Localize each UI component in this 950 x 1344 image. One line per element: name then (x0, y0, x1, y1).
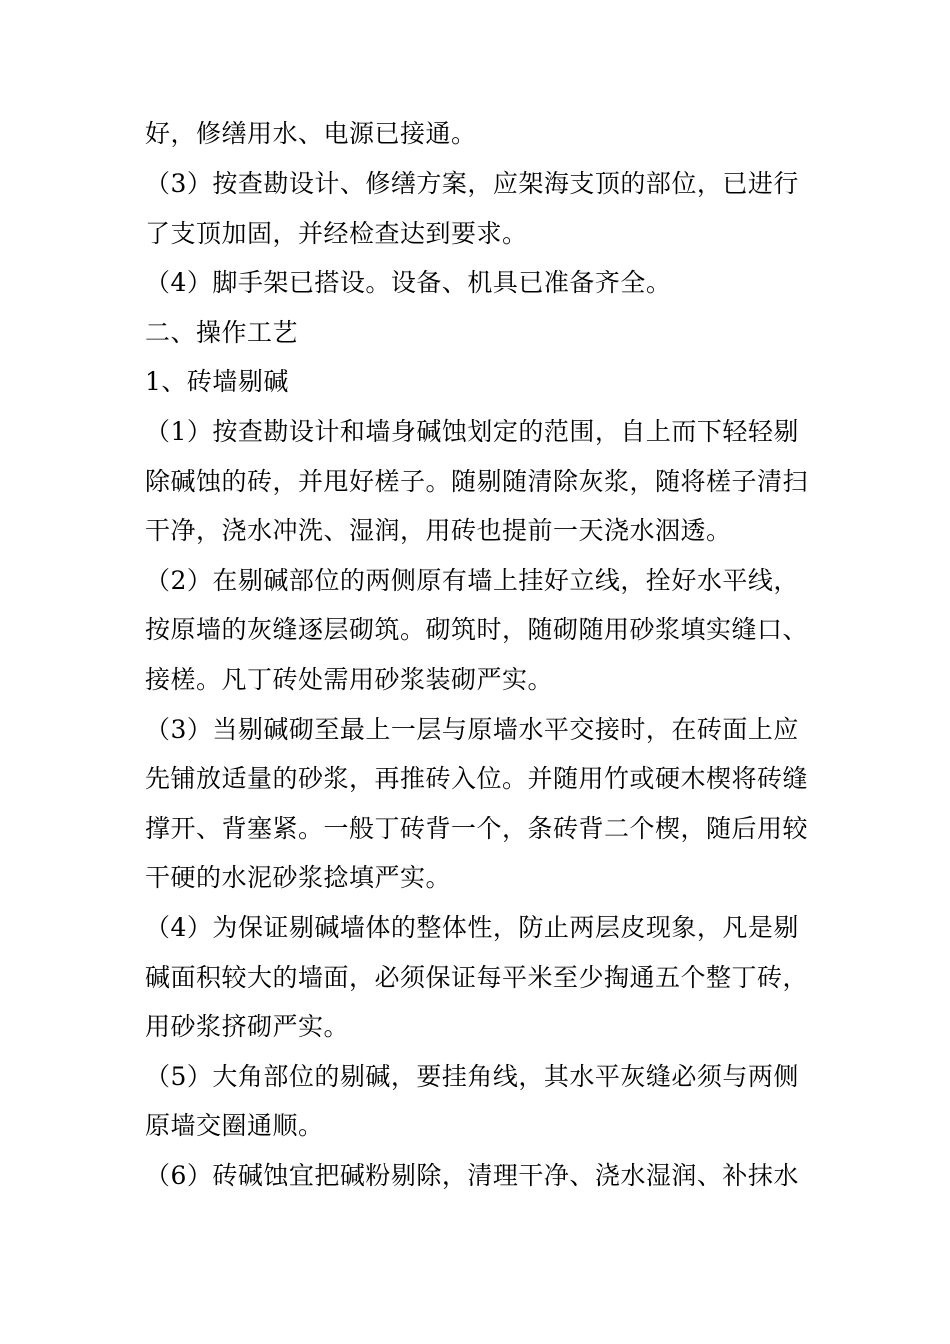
text-line: 好，修缮用水、电源已接通。 (145, 119, 477, 148)
text-line: （4）脚手架已搭设。设备、机具已准备齐全。 (145, 268, 672, 297)
text-line: （6）砖碱蚀宜把碱粉剔除，清理干净、浇水湿润、补抹水 (145, 1161, 799, 1190)
text-line: （1）按查勘设计和墙身碱蚀划定的范围，自上而下轻轻剔 (145, 417, 799, 446)
text-line: （5）大角部位的剔碱，要挂角线，其水平灰缝必须与两侧 (145, 1062, 799, 1091)
text-line: 原墙交圈通顺。 (145, 1111, 324, 1140)
text-line: （4）为保证剔碱墙体的整体性，防止两层皮现象，凡是剔 (145, 913, 799, 942)
text-line: 干硬的水泥砂浆捻填严实。 (145, 863, 452, 892)
subsection-heading: 1、砖墙剔碱 (145, 367, 289, 396)
text-line: 用砂浆挤砌严实。 (145, 1012, 350, 1041)
text-line: 了支顶加固，并经检查达到要求。 (145, 219, 528, 248)
text-line: （3）按查勘设计、修缮方案，应架海支顶的部位，已进行 (145, 169, 799, 198)
text-line: 接槎。凡丁砖处需用砂浆装砌严实。 (145, 665, 554, 694)
text-line: 按原墙的灰缝逐层砌筑。砌筑时，随砌随用砂浆填实缝口、 (145, 615, 809, 644)
text-line: 除碱蚀的砖，并甩好槎子。随剔随清除灰浆，随将槎子清扫 (145, 467, 809, 496)
text-line: 干净，浇水冲洗、湿润，用砖也提前一天浇水洇透。 (145, 516, 732, 545)
text-line: 撑开、背塞紧。一般丁砖背一个，条砖背二个楔，随后用较 (145, 814, 809, 843)
text-line: （2）在剔碱部位的两侧原有墙上挂好立线，拴好水平线， (145, 566, 799, 595)
text-line: 先铺放适量的砂浆，再推砖入位。并随用竹或硬木楔将砖缝 (145, 764, 809, 793)
section-heading: 二、操作工艺 (145, 318, 299, 347)
text-line: 碱面积较大的墙面，必须保证每平米至少掏通五个整丁砖， (145, 963, 809, 992)
text-line: （3）当剔碱砌至最上一层与原墙水平交接时，在砖面上应 (145, 715, 799, 744)
